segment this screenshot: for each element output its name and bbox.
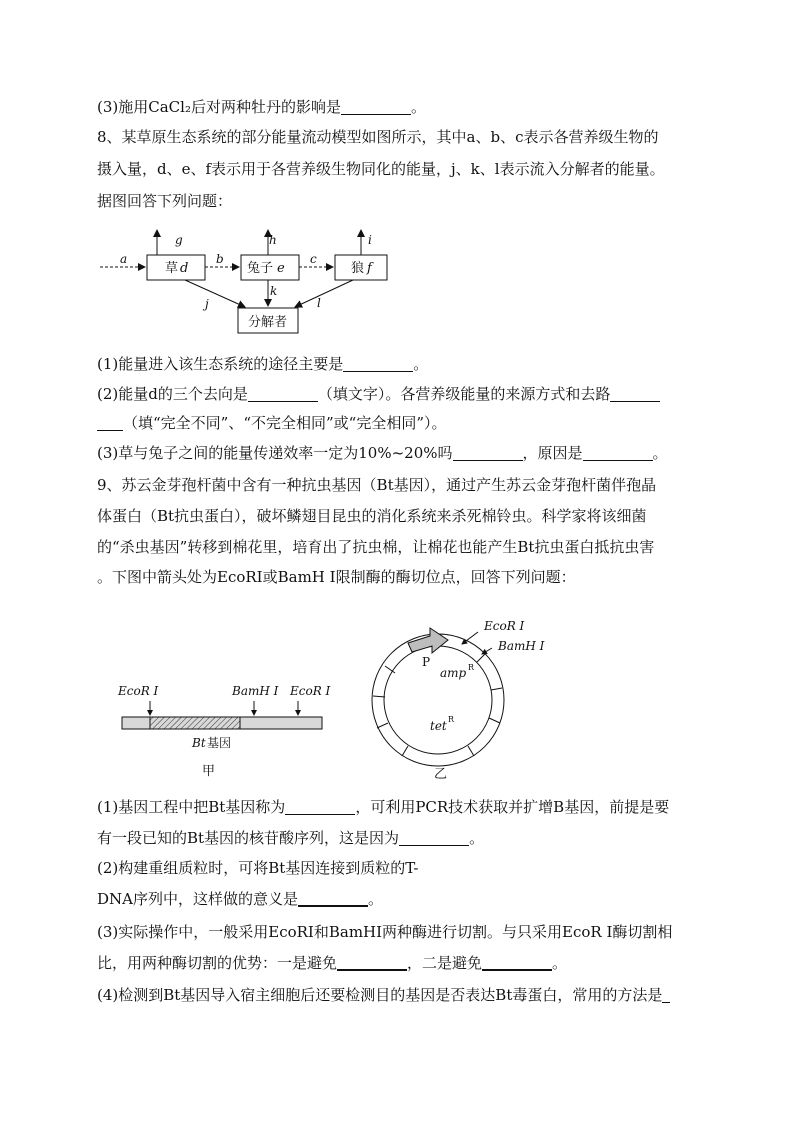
q9-subq2a: (2)构建重组质粒时，可将Bt基因连接到质粒的T- bbox=[97, 859, 419, 877]
q9-subq4: (4)检测到Bt基因导入宿主细胞后还要检测目的基因是否表达Bt毒蛋白，常用的方法是 bbox=[97, 985, 698, 1005]
flow-label-c: c bbox=[310, 252, 317, 266]
flow-label-b: b bbox=[216, 252, 224, 266]
answer-blank[interactable] bbox=[610, 387, 660, 402]
q8-subq2a: (2)能量d的三个去向是 （填文字）。各营养级能量的来源方式和去路 bbox=[97, 384, 698, 404]
answer-blank[interactable] bbox=[341, 100, 411, 115]
energy-flow-diagram bbox=[95, 220, 415, 340]
wolf-label: 狼 bbox=[351, 261, 365, 276]
promoter-label: P bbox=[422, 655, 431, 669]
q9-subq1b: 有一段已知的Bt基因的核苷酸序列，这是因为 。 bbox=[97, 829, 485, 847]
wolf-var: f bbox=[367, 261, 372, 276]
q8-stem-line3: 据图回答下列问题： bbox=[97, 192, 233, 210]
rabbit-var: e bbox=[277, 261, 285, 276]
q7-subq3: (3)施用CaCl₂后对两种牡丹的影响是 。 bbox=[97, 98, 426, 116]
q8-subq1: (1)能量进入该生态系统的途径主要是 。 bbox=[97, 355, 429, 373]
q8-stem-line1: 8、某草原生态系统的部分能量流动模型如图所示，其中a、b、c表示各营养级生物的 bbox=[97, 128, 659, 146]
answer-blank[interactable] bbox=[453, 446, 523, 461]
tet-superscript: R bbox=[448, 715, 455, 724]
flow-label-i: i bbox=[368, 233, 372, 247]
rabbit-label: 兔子 bbox=[247, 261, 274, 276]
grass-var: d bbox=[180, 261, 189, 276]
decomposer-label: 分解者 bbox=[248, 315, 288, 330]
bt-gene-diagram bbox=[110, 675, 350, 785]
diagram-caption-jia: 甲 bbox=[202, 764, 216, 779]
bt-gene-label-italic: Bt bbox=[192, 736, 206, 750]
q9-stem-line2: 体蛋白（Bt抗虫蛋白），破坏鳞翅目昆虫的消化系统来杀死棉铃虫。科学家将该细菌 bbox=[97, 507, 647, 525]
flow-label-g: g bbox=[175, 233, 183, 247]
answer-blank[interactable] bbox=[662, 988, 670, 1003]
plasmid-diagram bbox=[360, 610, 570, 785]
answer-blank[interactable] bbox=[343, 357, 413, 372]
answer-blank[interactable] bbox=[298, 891, 368, 907]
answer-blank[interactable] bbox=[285, 800, 355, 815]
q9-subq2b: DNA序列中，这样做的意义是 。 bbox=[97, 890, 384, 908]
flow-label-j: j bbox=[205, 297, 209, 311]
ecori-site-1: EcoR Ⅰ bbox=[118, 684, 159, 698]
amp-superscript: R bbox=[468, 663, 475, 672]
bamhi-site: BamH Ⅰ bbox=[232, 684, 279, 698]
flow-label-h: h bbox=[269, 233, 277, 247]
diagram-caption-yi: 乙 bbox=[434, 767, 448, 782]
grass-label: 草 bbox=[165, 261, 179, 276]
answer-blank[interactable] bbox=[337, 955, 407, 971]
tet-resistance-label: tet bbox=[430, 719, 447, 733]
q9-stem-line3: 的“杀虫基因”转移到棉花里，培育出了抗虫棉，让棉花也能产生Bt抗虫蛋白抵抗虫害 bbox=[97, 538, 655, 556]
bt-gene-label: 基因 bbox=[207, 736, 232, 750]
answer-blank[interactable] bbox=[583, 446, 653, 461]
ecori-site-2: EcoR Ⅰ bbox=[290, 684, 331, 698]
answer-blank[interactable] bbox=[97, 416, 123, 431]
q8-subq3: (3)草与兔子之间的能量传递效率一定为10%~20%吗 ，原因是 。 bbox=[97, 444, 668, 462]
q9-subq3b: 比，用两种酶切割的优势：一是避免 ，二是避免 。 bbox=[97, 954, 568, 972]
flow-label-k: k bbox=[270, 284, 278, 298]
plasmid-ecori-site: EcoR Ⅰ bbox=[484, 619, 525, 633]
q8-stem-line2: 摄入量，d、e、f表示用于各营养级生物同化的能量，j、k、l表示流入分解者的能量。 bbox=[97, 160, 665, 178]
answer-blank[interactable] bbox=[399, 831, 469, 846]
amp-resistance-label: amp bbox=[440, 666, 467, 680]
answer-blank[interactable] bbox=[248, 387, 318, 402]
flow-label-a: a bbox=[120, 252, 128, 266]
q9-subq3a: (3)实际操作中，一般采用EcoRI和BamHI两种酶进行切割。与只采用EcoR Ⅰ酶切割相 bbox=[97, 923, 673, 941]
q9-subq1a: (1)基因工程中把Bt基因称为 ，可利用PCR技术获取并扩增B基因，前提是要 bbox=[97, 798, 670, 816]
flow-label-l: l bbox=[317, 296, 321, 310]
q9-stem-line4: 。下图中箭头处为EcoRI或BamH Ⅰ限制酶的酶切位点，回答下列问题： bbox=[97, 568, 576, 586]
answer-blank[interactable] bbox=[482, 955, 552, 971]
q9-stem-line1: 9、苏云金芽孢杆菌中含有一种抗虫基因（Bt基因），通过产生苏云金芽孢杆菌伴孢晶 bbox=[97, 476, 657, 494]
plasmid-bamhi-site: BamH Ⅰ bbox=[498, 639, 545, 653]
q8-subq2b: （填“完全不同”、“不完全相同”或“完全相同”）。 bbox=[97, 413, 698, 433]
